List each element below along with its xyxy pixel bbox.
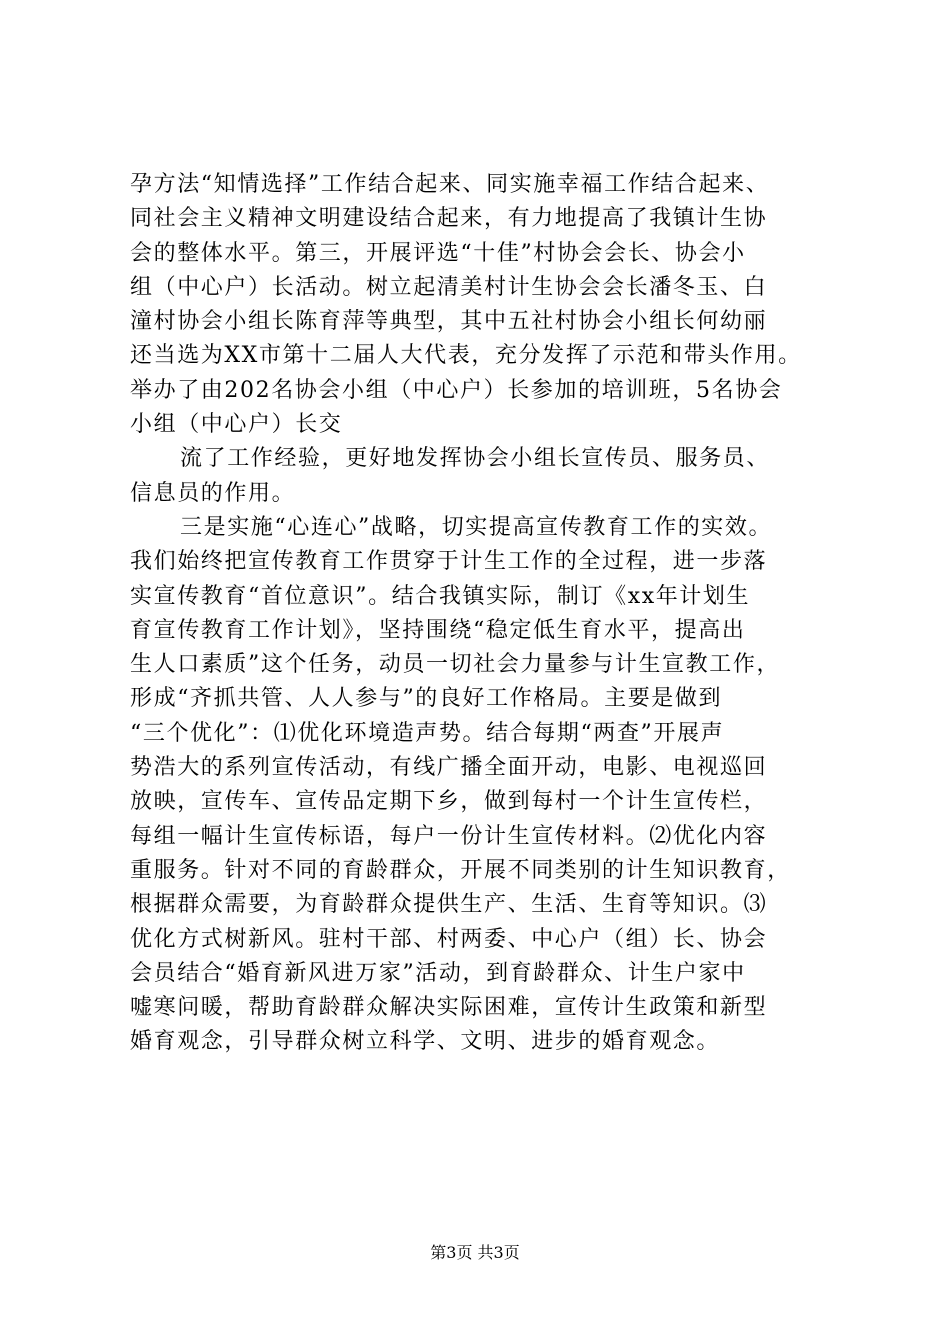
text-line: 组（中心户）长活动。树立起清美村计生协会会长潘冬玉、白 (130, 274, 768, 300)
text-line: 势浩大的系列宣传活动，有线广播全面开动，电影、电视巡回 (130, 755, 768, 781)
text-line: 小组（中心户）长交 (130, 412, 343, 438)
text-line: 嘘寒问暖，帮助育龄群众解决实际困难，宣传计生政策和新型 (130, 995, 768, 1021)
text-line: 潼村协会小组长陈育萍等典型，其中五社村协会小组长何幼丽 (130, 309, 768, 335)
page-footer: 第3页 共3页 (430, 1243, 520, 1262)
text-line: 流了工作经验，更好地发挥协会小组长宣传员、服务员、 (180, 446, 771, 472)
text-line: 每组一幅计生宣传标语，每户一份计生宣传材料。⑵优化内容 (130, 823, 768, 849)
text-line: 育宣传教育工作计划》，坚持围绕“稳定低生育水平，提高出 (130, 617, 746, 643)
text-line: 还当选为XX市第十二届人大代表，充分发挥了示范和带头作用。 (130, 343, 802, 369)
text-line: 形成“齐抓共管、人人参与”的良好工作格局。主要是做到 (130, 686, 723, 712)
text-line: 重服务。针对不同的育龄群众，开展不同类别的计生知识教育， (130, 857, 791, 883)
text-line: 实宣传教育“首位意识”。结合我镇实际，制订《xx年计划生 (130, 583, 751, 609)
text-line: 同社会主义精神文明建设结合起来，有力地提高了我镇计生协 (130, 206, 768, 232)
text-line: 会员结合“婚育新风进万家”活动，到育龄群众、计生户家中 (130, 960, 746, 986)
text-line: 根据群众需要，为育龄群众提供生产、生活、生育等知识。⑶ (130, 892, 768, 918)
body-text (130, 168, 835, 1060)
text-line: 举办了由202名协会小组（中心户）长参加的培训班，5名协会 (130, 377, 783, 403)
text-line: 生人口素质”这个任务，动员一切社会力量参与计生宣教工作， (130, 652, 781, 678)
text-line: 三是实施“心连心”战略，切实提高宣传教育工作的实效。 (180, 514, 773, 540)
text-line: “三个优化”：⑴优化环境造声势。结合每期“两查”开展声 (130, 720, 725, 746)
text-line: 会的整体水平。第三，开展评选“十佳”村协会会长、协会小 (130, 240, 746, 266)
text-line: 信息员的作用。 (130, 480, 296, 506)
text-line: 优化方式树新风。驻村干部、村两委、中心户（组）长、协会 (130, 926, 768, 952)
text-line: 孕方法“知情选择”工作结合起来、同实施幸福工作结合起来、 (130, 172, 770, 197)
text-line: 婚育观念，引导群众树立科学、文明、进步的婚育观念。 (130, 1029, 721, 1055)
text-line: 我们始终把宣传教育工作贯穿于计生工作的全过程，进一步落 (130, 549, 768, 575)
text-line: 放映，宣传车、宣传品定期下乡，做到每村一个计生宣传栏， (130, 789, 768, 815)
